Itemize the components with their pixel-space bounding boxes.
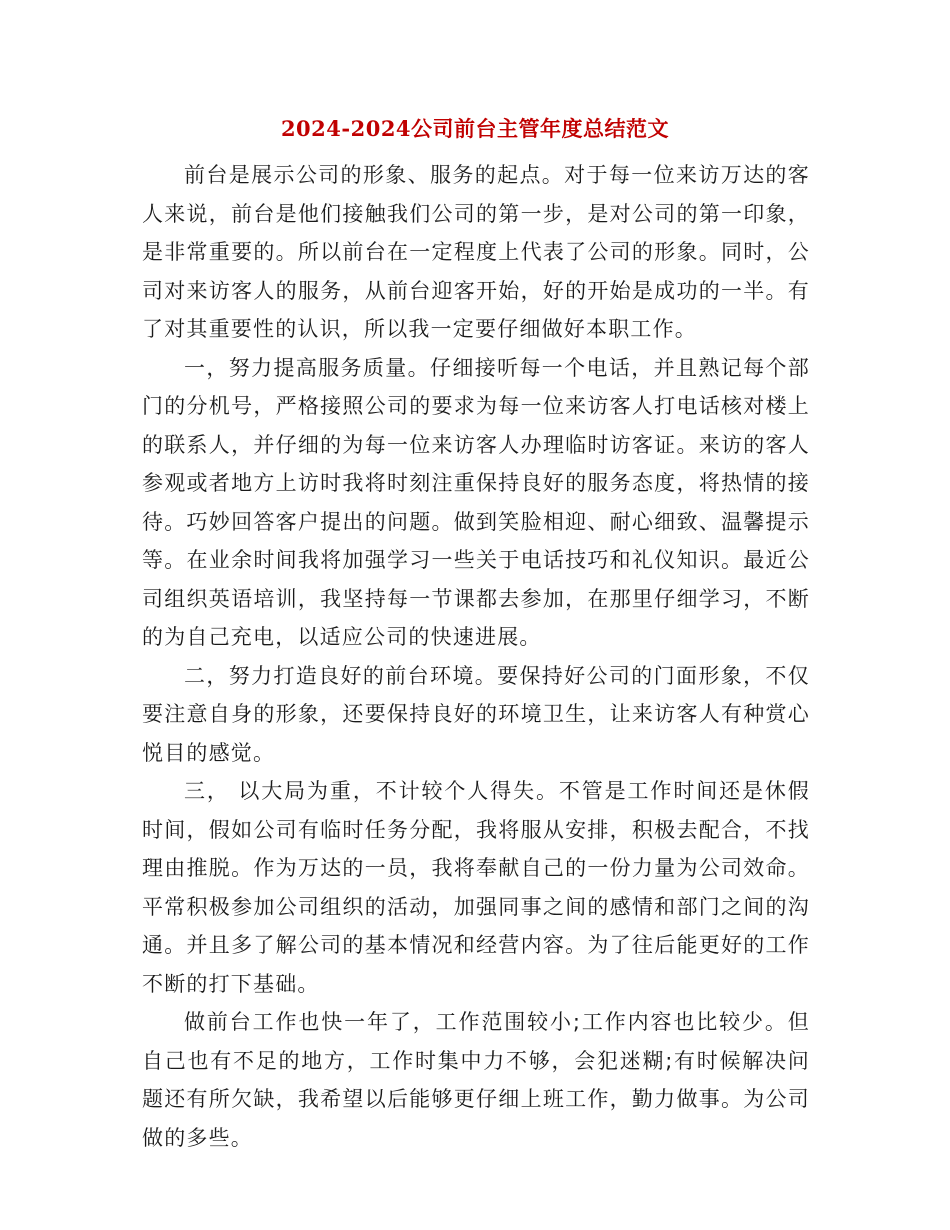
paragraph-service-quality: 一，努力提高服务质量。仔细接听每一个电话，并且熟记每个部门的分机号，严格接照公司的要求为每一位来访客人打电话核对楼上的联系人，并仔细的为每一位来访客人办理临时访客证。来访的客人参观或者地方上访时我将时刻注重保持良好的服务态度，将热情的接待。巧妙回答客户提出的问题。做到笑脸相迎、耐心细致、温馨提示等。在业余时间我将加强学习一些关于电话技巧和礼仪知识。最近公司组织英语培训，我坚持每一节课都去参加，在那里仔细学习，不断的为自己充电，以适应公司的快速进展。 bbox=[142, 355, 810, 649]
paragraph-environment: 二，努力打造良好的前台环境。要保持好公司的门面形象，不仅要注意自身的形象，还要保持良好的环境卫生，让来访客人有种赏心悦目的感觉。 bbox=[142, 663, 810, 765]
paragraph-conclusion: 做前台工作也快一年了，工作范围较小;工作内容也比较少。但自己也有不足的地方，工作时集中力不够，会犯迷糊;有时候解决问题还有所欠缺，我希望以后能够更仔细上班工作，勤力做事。为公司做的多些。 bbox=[142, 1010, 810, 1150]
document-body bbox=[142, 156, 810, 1157]
document-title: 2024-2024公司前台主管年度总结范文 bbox=[280, 116, 670, 141]
paragraph-overall-situation: 三， 以大局为重，不计较个人得失。不管是工作时间还是休假时间，假如公司有临时任务分配，我将服从安排，积极去配合，不找理由推脱。作为万达的一员，我将奉献自己的一份力量为公司效命。平常积极参加公司组织的活动，加强同事之间的感情和部门之间的沟通。并且多了解公司的基本情况和经营内容。为了往后能更好的工作不断的打下基础。 bbox=[142, 779, 810, 996]
paragraph-intro: 前台是展示公司的形象、服务的起点。对于每一位来访万达的客人来说，前台是他们接触我们公司的第一步，是对公司的第一印象，是非常重要的。所以前台在一定程度上代表了公司的形象。同时，公司对来访客人的服务，从前台迎客开始，好的开始是成功的一半。有了对其重要性的认识，所以我一定要仔细做好本职工作。 bbox=[142, 163, 810, 341]
